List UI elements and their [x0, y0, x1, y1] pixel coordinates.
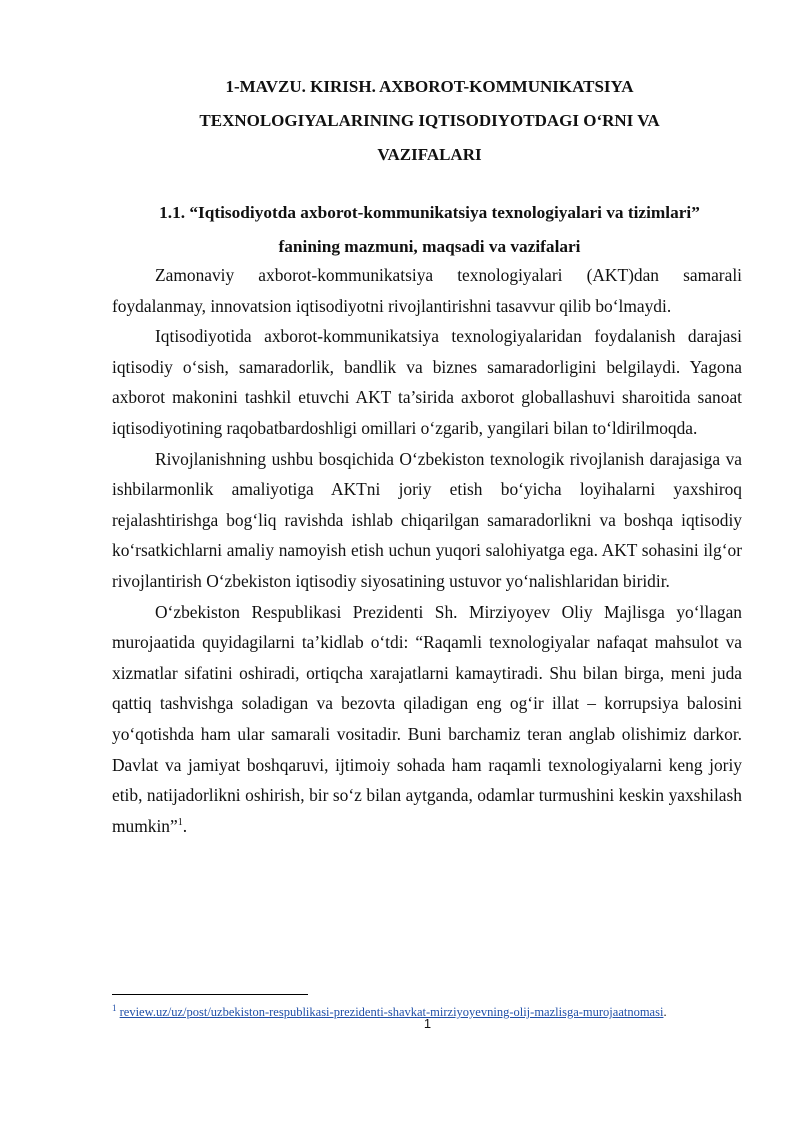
title-line: 1-MAVZU. KIRISH. AXBOROT-KOMMUNIKATSIYA — [225, 77, 634, 96]
body-text — [112, 260, 742, 841]
paragraph: Rivojlanishning ushbu bosqichida O‘zbekiston texnologik rivojlanish darajasiga va ishbilarmonlik amaliyotiga AKTni joriy etish bo‘yicha loyihalarni yaxshiroq rejalashtirishga bog‘liq ravishda ishlab chiqarilgan samaradorlikni va boshqa iqtisodiy ko‘rsatkichlarni amaliy namoyish etish uchun yuqori salohiyatga ega. AKT sohasini ilg‘or rivojlantirish O‘zbekiston iqtisodiy siyosatining ustuvor yo‘nalishlaridan biridir. — [112, 448, 742, 591]
paragraph-end: . — [182, 815, 188, 836]
title-line: TEXNOLOGIYALARINING IQTISODIYOTDAGI O‘RNI VA — [199, 111, 660, 130]
footnote-number: 1 — [112, 1003, 117, 1013]
paragraph — [112, 597, 742, 842]
page-number: 1 — [423, 1016, 432, 1031]
section-heading-line: 1.1. “Iqtisodiyotda axborot-kommunikatsiya texnologiyalari va tizimlari” — [159, 203, 700, 222]
footnote-link[interactable]: review.uz/uz/post/uzbekiston-respublikasi-prezidenti-shavkat-mirziyoyevning-olij-mazlisga-murojaatnomasi — [119, 1005, 664, 1020]
title-line: VAZIFALARI — [377, 145, 482, 164]
footnote-trailing: . — [663, 1005, 667, 1020]
footnote-reference[interactable]: 1 — [177, 816, 183, 828]
section-heading — [112, 196, 747, 264]
paragraph: Iqtisodiyotida axborot-kommunikatsiya texnologiyalaridan foydalanish darajasi iqtisodiy o‘sish, samaradorlik, bandlik va biznes samaradorligini belgilaydi. Yagona axborot makonini tashkil etuvchi AKT ta’sirida axborot globallashuvi sharoitida sanoat iqtisodiyotining raqobatbardoshligi omillari o‘zgarib, yangilari bilan to‘ldirilmoqda. — [112, 326, 742, 438]
paragraph: Zamonaviy axborot-kommunikatsiya texnologiyalari (AKT)dan samarali foydalanmay, innovatsion iqtisodiyotni rivojlantirishni tasavvur qilib bo‘lmaydi. — [112, 265, 742, 316]
section-heading-line: fanining mazmuni, maqsadi va vazifalari — [278, 237, 581, 256]
paragraph-text: O‘zbekiston Respublikasi Prezidenti Sh. Mirziyoyev Oliy Majlisga yo‘llagan murojaatida quyidagilarni ta’kidlab o‘tdi: “Raqamli texnologiyalar nafaqat mahsulot va xizmatlar sifatini oshiradi, ortiqcha xarajatlarni kamaytiradi. Shu bilan birga, meni juda qattiq tashvishga soladigan va bezovta qiladigan eng og‘ir illat – korrupsiya balosini yo‘qotishda ham ular samarali vositadir. Buni barchamiz teran anglab olishimiz darkor. Davlat va jamiyat boshqaruvi, ijtimoiy sohada ham raqamli texnologiyalarni keng joriy etib, natijadorlikni oshirish, bir so‘z bilan aytganda, odamlar turmushini keskin yaxshilash mumkin” — [112, 601, 742, 836]
page-title — [112, 70, 747, 172]
footnote-separator — [112, 994, 308, 995]
